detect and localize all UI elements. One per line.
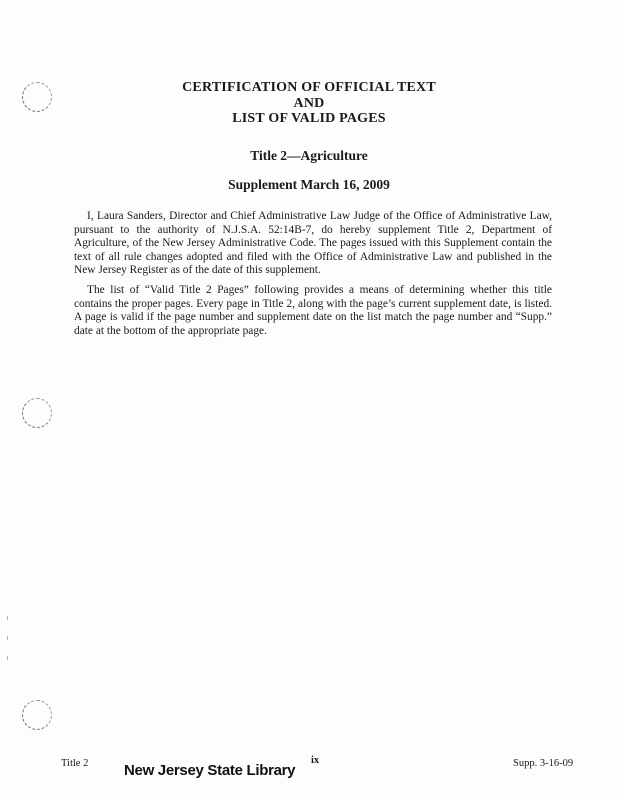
heading-line-2: AND (293, 95, 325, 111)
punch-hole-mark (22, 700, 52, 730)
footer-page-number: ix (311, 755, 320, 766)
heading-line-3: LIST OF VALID PAGES (232, 111, 386, 126)
margin-tick (7, 656, 8, 660)
library-stamp: New Jersey State Library (124, 762, 296, 779)
document-heading (0, 80, 618, 127)
paragraph-valid-pages: The list of “Valid Title 2 Pages” following provides a means of determining whether this title contains the proper pages. Every page in Title 2, along with the page’s current supplement date, is listed. A page is valid if the page number and supplement date on the list match the page number and “Supp.” date at the bottom of the appropriate page. (74, 283, 552, 337)
heading-line-1: CERTIFICATION OF OFFICIAL TEXT (182, 80, 436, 95)
paragraph-certification: I, Laura Sanders, Director and Chief Administrative Law Judge of the Office of Administrative Law, pursuant to the authority of N.J.S.A. 52:14B-7, do hereby supplement Title 2, Department of Agriculture, of the New Jersey Administrative Code. The pages issued with this Supplement contain the text of all rule changes adopted and filed with the Office of Administrative Law and published in the New Jersey Register as of the date of this supplement. (74, 210, 552, 277)
punch-hole-mark (22, 398, 52, 428)
supplement-date-heading: Supplement March 16, 2009 (228, 177, 390, 192)
margin-tick (7, 636, 8, 640)
footer-supplement-date: Supp. 3-16-09 (513, 758, 574, 769)
margin-tick (7, 616, 8, 620)
footer-title: Title 2 (61, 758, 89, 769)
title-subject: Title 2—Agriculture (250, 148, 368, 163)
body-text (74, 210, 552, 344)
